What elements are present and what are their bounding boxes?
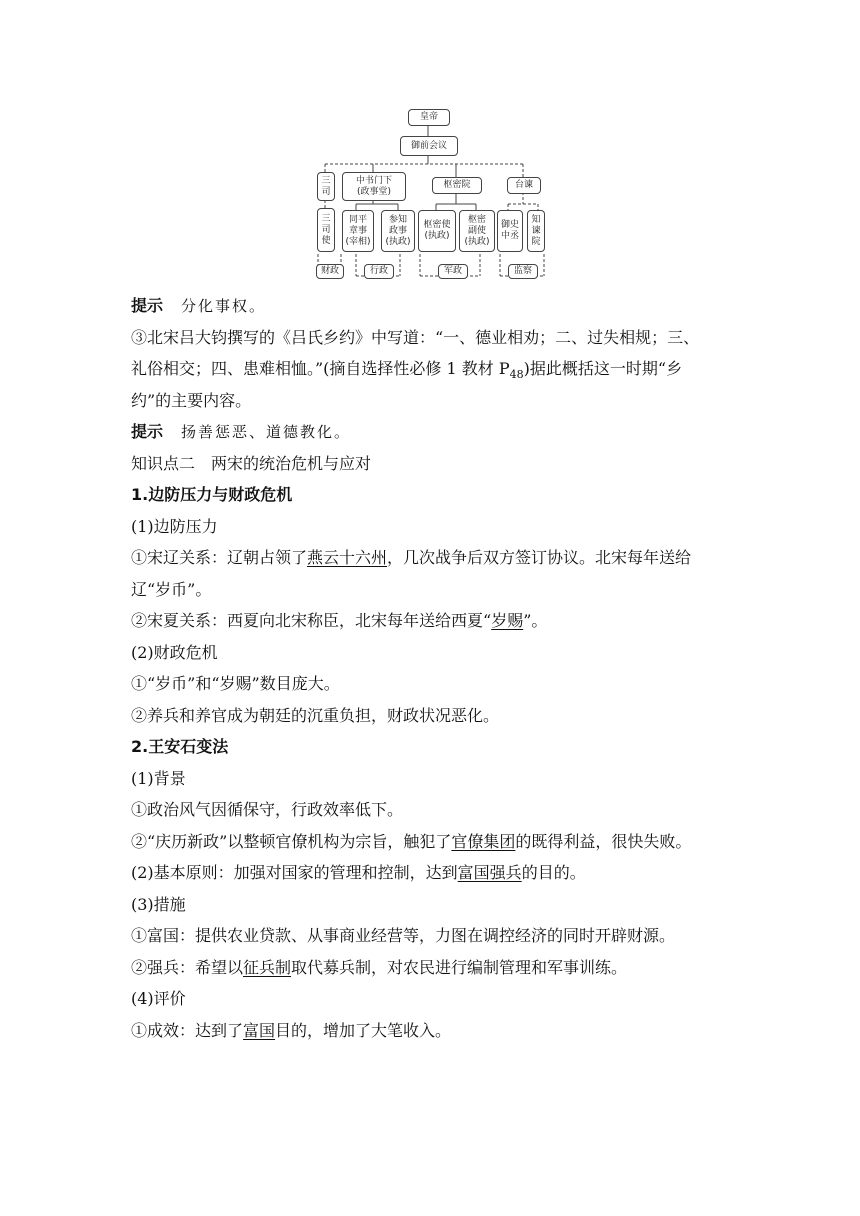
junzheng-label: 军政 — [438, 264, 468, 279]
imperial-council-box: 御前会议 — [400, 136, 458, 156]
jiancha-label: 监察 — [508, 264, 538, 279]
underlined-answer: 富国 — [243, 1020, 276, 1040]
emperor-box: 皇帝 — [408, 109, 450, 126]
underlined-answer: 岁赐 — [491, 611, 524, 630]
paragraph-line — [131, 605, 751, 637]
text: 目的，增加了大笔收入。 — [275, 1020, 452, 1040]
text: 礼俗相交；四、患难相恤。”(摘自选择性必修 1 教材 P — [131, 359, 510, 378]
paragraph-line: ①“岁币”和“岁赐”数目庞大。 — [131, 674, 340, 693]
paragraph-line: 约”的主要内容。 — [131, 390, 252, 410]
paragraph-line: 辽“岁币”。 — [131, 579, 212, 599]
underlined-answer: 燕云十六州 — [307, 548, 388, 567]
shumishi-box: 枢密使 (执政) — [418, 210, 456, 252]
text: (2)基本原则：加强对国家的管理和控制，达到 — [131, 863, 458, 882]
text: 取代募兵制，对农民进行编制管理和军事训练。 — [291, 957, 628, 977]
song-government-structure-diagram — [308, 104, 548, 284]
caizheng-label: 财政 — [316, 264, 344, 279]
paragraph-line — [131, 353, 751, 385]
canzhizhengshi-box: 参知 政事 (执政) — [381, 210, 415, 252]
paragraph-line: ①政治风气因循保守，行政效率低下。 — [131, 800, 404, 819]
shumifushi-box: 枢密 副使 (执政) — [459, 210, 495, 252]
text: ”。 — [523, 611, 548, 630]
hint-text: 扬善惩恶、道德教化。 — [181, 423, 352, 441]
document-body — [131, 290, 751, 1046]
yushizhongcheng-box: 御史 中丞 — [497, 210, 523, 252]
hint-label: 提示 — [131, 296, 164, 315]
underlined-answer: 富国强兵 — [457, 863, 522, 882]
subsection-heading: (3)措施 — [131, 894, 186, 914]
zhongshumenxia-box: 中书门下 (政事堂) — [342, 172, 406, 201]
sansishi-box: 三 司 使 — [317, 208, 335, 252]
paragraph-line — [131, 542, 751, 574]
subsection-heading: (2)财政危机 — [131, 642, 218, 662]
text: ②“庆历新政”以整顿官僚机构为宗旨，触犯了 — [131, 831, 452, 851]
text: ①宋辽关系：辽朝占领了 — [131, 548, 308, 567]
section-heading: 2.王安石变法 — [131, 737, 229, 756]
paragraph-line — [131, 952, 751, 984]
subsection-heading: (1)边防压力 — [131, 516, 218, 536]
paragraph-line: ②养兵和养官成为朝廷的沉重负担，财政状况恶化。 — [131, 705, 500, 725]
taijian-box: 台谏 — [507, 177, 541, 194]
page-subscript: 48 — [509, 368, 524, 382]
text: ①成效：达到了 — [131, 1020, 244, 1040]
hint-text: 分化事权。 — [181, 297, 267, 315]
text: 的既得利益，很快失败。 — [515, 831, 692, 851]
paragraph-line — [131, 826, 751, 858]
paragraph-line: ③北宋吕大钧撰写的《吕氏乡约》中写道：“一、德业相劝；二、过失相规；三、 — [131, 327, 700, 347]
underlined-answer: 官僚集团 — [451, 831, 516, 851]
hint-line-2 — [131, 416, 751, 448]
text: )据此概括这一时期“乡 — [523, 359, 683, 378]
hint-label: 提示 — [131, 422, 164, 441]
xingzheng-label: 行政 — [364, 264, 394, 279]
hint-line-1 — [131, 290, 751, 322]
subsection-heading: (1)背景 — [131, 768, 186, 788]
paragraph-line: ①富国：提供农业贷款、从事商业经营等，力图在调控经济的同时开辟财源。 — [131, 926, 676, 945]
knowledge-point-heading: 知识点二 两宋的统治危机与应对 — [131, 453, 372, 473]
section-heading: 1.边防压力与财政危机 — [131, 485, 293, 504]
paragraph-line — [131, 1015, 751, 1047]
text: 的目的。 — [521, 863, 586, 882]
text: ，几次战争后双方签订协议。北宋每年送给 — [387, 548, 692, 567]
tongpingzhangshi-box: 同平 章事 (宰相) — [342, 210, 374, 252]
paragraph-line — [131, 857, 751, 889]
shumiyuan-box: 枢密院 — [432, 177, 482, 194]
zhijianyuan-box: 知 谏 院 — [527, 210, 545, 252]
text: ②强兵：希望以 — [131, 957, 244, 977]
text: ②宋夏关系：西夏向北宋称臣，北宋每年送给西夏“ — [131, 611, 492, 630]
subsection-heading: (4)评价 — [131, 989, 186, 1008]
sansi-box: 三 司 — [317, 172, 335, 201]
underlined-answer: 征兵制 — [243, 957, 292, 977]
